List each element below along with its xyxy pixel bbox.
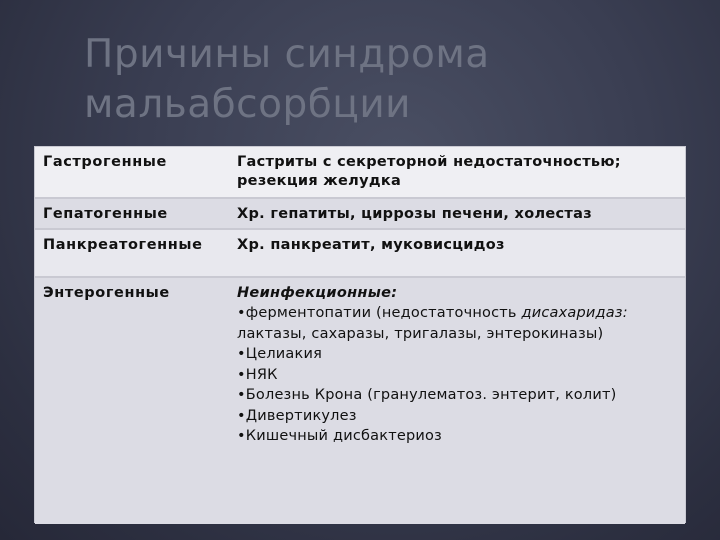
causes-cell: Хр. гепатиты, циррозы печени, холестаз (229, 198, 685, 229)
list-item-text: лактазы, сахаразы, тригалазы, энтерокиназы) (237, 325, 604, 342)
causes-cell: Гастриты с секреторной недостаточностью; резекция желудка (229, 147, 685, 198)
list-item-text: •ферментопатии (недостаточность (237, 305, 522, 321)
table-row (35, 277, 685, 524)
list-item: •Кишечный дисбактериоз (237, 428, 442, 444)
list-item-italic-text: дисахаридаз: (521, 305, 628, 321)
causes-table (35, 147, 685, 522)
table-row (35, 147, 685, 198)
causes-cell (229, 277, 685, 524)
category-cell: Гепатогенные (35, 198, 229, 229)
subgroup-heading: Неинфекционные: (237, 285, 398, 301)
list-item: •Дивертикулез (237, 407, 357, 424)
table-row (35, 229, 685, 277)
causes-list (237, 303, 677, 447)
category-cell: Гастрогенные (35, 147, 229, 198)
category-cell (35, 229, 229, 277)
list-item: •Целиакия (237, 346, 323, 362)
slide-title-line-2: мальабсорбции (84, 82, 412, 127)
list-item: •НЯК (237, 366, 278, 383)
table-row (35, 198, 685, 229)
slide-title-line-1: Причины синдрома (84, 32, 490, 77)
list-item (237, 303, 677, 344)
slide-title (84, 30, 684, 130)
causes-cell: Хр. панкреатит, муковисцидоз (229, 229, 685, 277)
category-cell: Энтерогенные (35, 277, 229, 524)
list-item: •Болезнь Крона (гранулематоз. энтерит, колит) (237, 387, 617, 403)
category-text: Панкреатогенные (43, 237, 203, 253)
